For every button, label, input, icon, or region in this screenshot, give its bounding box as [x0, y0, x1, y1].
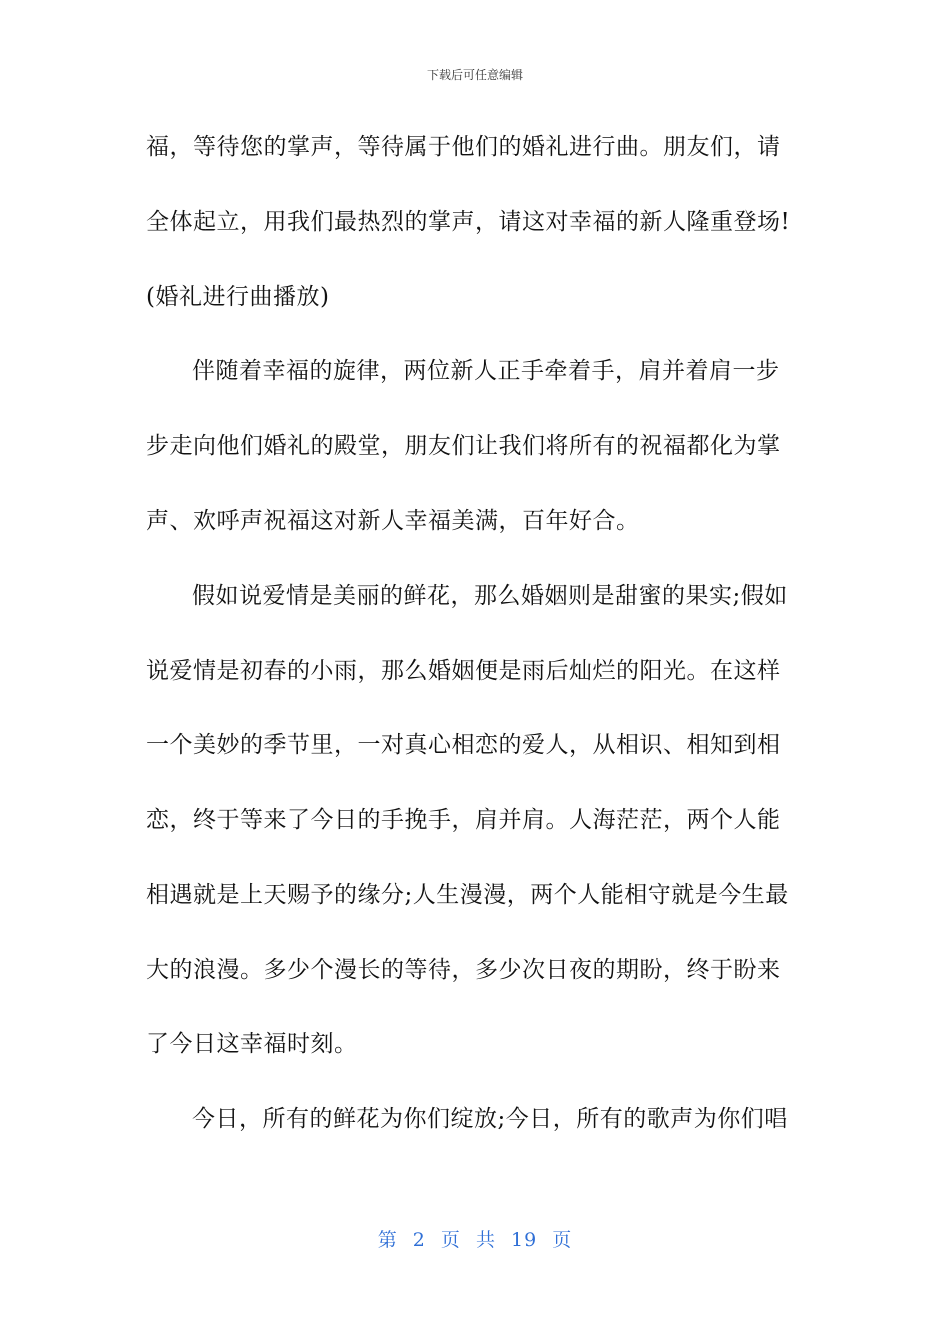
text-line: 福，等待您的掌声，等待属于他们的婚礼进行曲。朋友们，请 [146, 134, 781, 160]
text-line: 全体起立，用我们最热烈的掌声，请这对幸福的新人隆重登场! [146, 209, 791, 235]
footer-ye: 页 [440, 1229, 461, 1251]
footer-di: 第 [377, 1229, 398, 1251]
paragraph-first-line: 伴随着幸福的旋律，两位新人正手牵着手，肩并着肩一步 [192, 358, 780, 384]
footer-gong: 共 [475, 1229, 496, 1251]
text-line: 恋，终于等来了今日的手挽手，肩并肩。人海茫茫，两个人能 [146, 807, 781, 833]
paragraph-first-line: 今日，所有的鲜花为你们绽放;今日，所有的歌声为你们唱 [192, 1106, 788, 1132]
text-line: 了今日这幸福时刻。 [146, 1031, 358, 1057]
text-line: 一个美妙的季节里，一对真心相恋的爱人，从相识、相知到相 [146, 732, 781, 758]
footer-ye2: 页 [552, 1229, 573, 1251]
page-footer [0, 1225, 950, 1252]
footer-total-pages: 19 [511, 1229, 538, 1251]
paragraph-first-line: 假如说爱情是美丽的鲜花，那么婚姻则是甜蜜的果实;假如 [192, 583, 788, 609]
text-line: 相遇就是上天赐予的缘分;人生漫漫，两个人能相守就是今生最 [146, 882, 789, 908]
text-line: (婚礼进行曲播放) [146, 284, 330, 310]
footer-page-number: 2 [412, 1229, 426, 1251]
text-line: 声、欢呼声祝福这对新人幸福美满，百年好合。 [146, 508, 640, 534]
text-line: 大的浪漫。多少个漫长的等待，多少次日夜的期盼，终于盼来 [146, 957, 781, 983]
text-line: 说爱情是初春的小雨，那么婚姻便是雨后灿烂的阳光。在这样 [146, 658, 781, 684]
text-line: 步走向他们婚礼的殿堂，朋友们让我们将所有的祝福都化为掌 [146, 433, 781, 459]
page-header: 下载后可任意编辑 [426, 68, 523, 82]
